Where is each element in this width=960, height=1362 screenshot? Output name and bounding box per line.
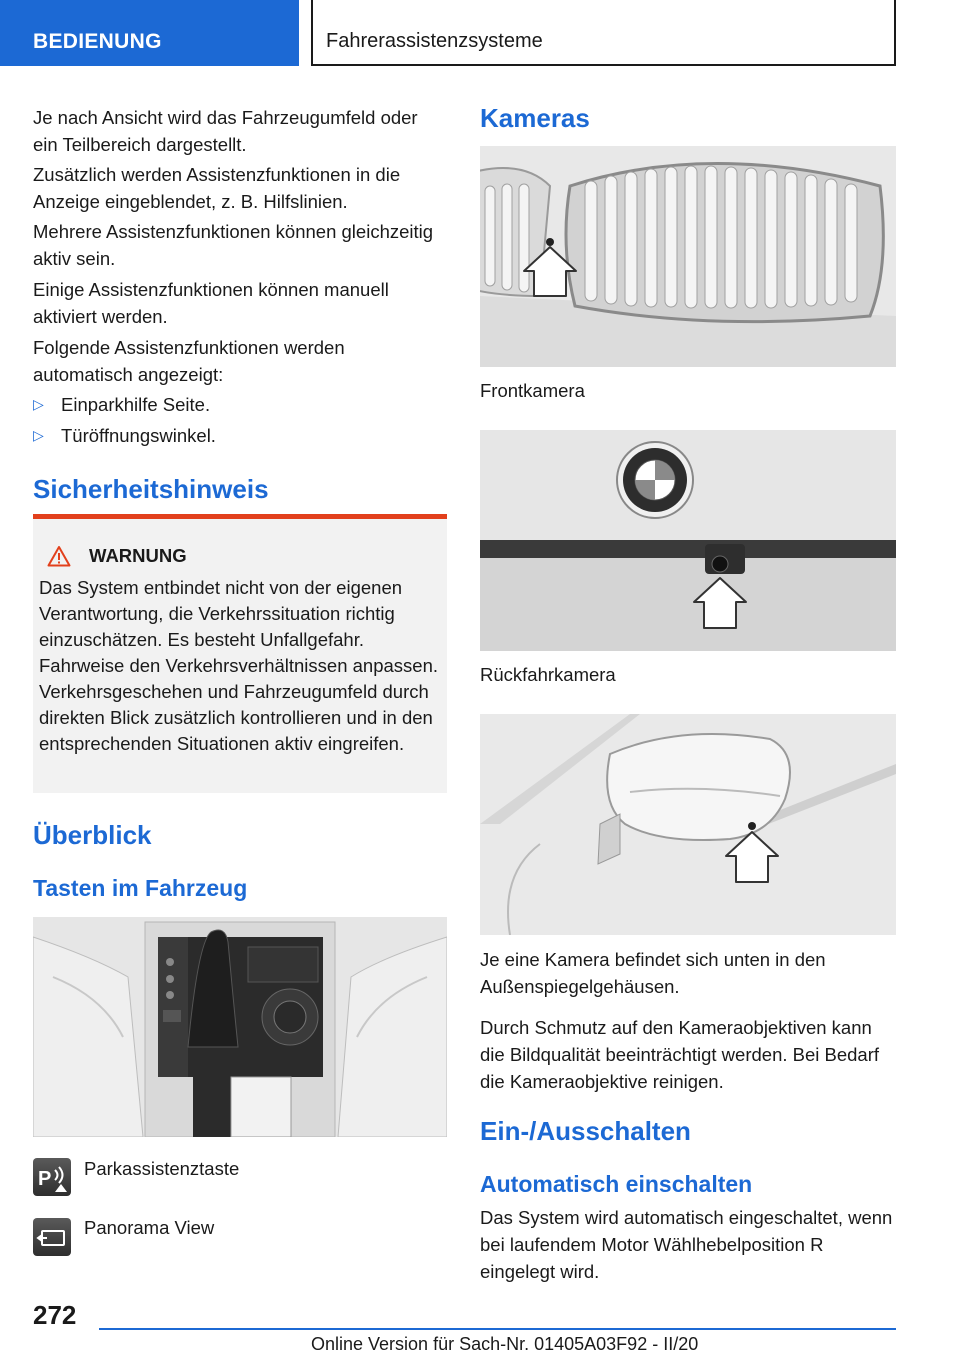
heading-buttons: Tasten im Fahrzeug: [33, 875, 248, 901]
list-item: ▷ Einparkhilfe Seite.: [33, 391, 447, 418]
panorama-view-button-icon: [33, 1218, 71, 1256]
heading-safety: Sicherheitshinweis: [33, 474, 269, 504]
triangle-bullet-icon: ▷: [33, 427, 44, 443]
list-item: ▷ Türöffnungswinkel.: [33, 422, 447, 449]
center-console-image: [33, 917, 447, 1137]
heading-cameras: Kameras: [480, 103, 590, 133]
heading-on-off: Ein-/Ausschalten: [480, 1116, 691, 1146]
section-title: BEDIENUNG: [33, 30, 162, 53]
front-camera-image: [480, 146, 896, 367]
parking-assistant-label: Parkassistenztaste: [84, 1158, 240, 1179]
page-header: [0, 0, 960, 66]
footer-divider: [99, 1328, 896, 1330]
paragraph: Mehrere Assistenzfunktionen können gleichzeitig aktiv sein.: [33, 221, 434, 269]
section-tab: [0, 0, 299, 66]
paragraph: Einige Assistenzfunktionen können manuell aktiviert werden.: [33, 279, 389, 327]
rear-camera-image: [480, 430, 896, 651]
warning-text: Das System entbindet nicht von der eigenen Verantwortung, die Verkehrssituation richtig einzuschätzen. Es besteht Unfallgefahr. Fahrweise den Verkehrsverhältnissen anpassen. Verkehrsgeschehen und Fahrzeugumfeld durch direkten Blick zusätzlich kontrollieren und in den entsprechenden Situationen aktiv eingreifen.: [39, 577, 439, 754]
footer-online-version: Online Version für Sach-Nr. 01405A03F92 - II/20: [311, 1334, 699, 1354]
svg-text:P: P: [38, 1168, 52, 1190]
paragraph: Zusätzlich werden Assistenzfunktionen in die Anzeige eingeblendet, z. B. Hilfslinien.: [33, 164, 401, 212]
warning-triangle-icon: [47, 545, 71, 567]
paragraph: Durch Schmutz auf den Kameraobjektiven kann die Bildqualität beeinträchtigt werden. Bei Bedarf die Kameraobjektive reinigen.: [480, 1017, 880, 1092]
parking-assistant-button-icon: [33, 1158, 71, 1196]
paragraph: Je nach Ansicht wird das Fahrzeugumfeld oder ein Teilbereich dargestellt.: [33, 107, 418, 155]
warning-box: [33, 514, 447, 793]
chapter-tab: [311, 0, 896, 66]
triangle-bullet-icon: ▷: [33, 396, 44, 412]
rear-camera-caption: Rückfahrkamera: [480, 664, 616, 685]
page-number: 272: [33, 1300, 77, 1330]
chapter-title: Fahrerassistenzsysteme: [326, 30, 543, 52]
paragraph: Folgende Assistenzfunktionen werden automatisch angezeigt:: [33, 337, 345, 385]
panorama-view-label: Panorama View: [84, 1217, 215, 1238]
warning-title: WARNUNG: [47, 545, 187, 567]
heading-overview: Überblick: [33, 820, 152, 850]
front-camera-caption: Frontkamera: [480, 380, 585, 401]
paragraph: Je eine Kamera befindet sich unten in den Außenspiegelgehäusen.: [480, 949, 826, 997]
mirror-camera-image: [480, 714, 896, 935]
paragraph: Das System wird automatisch eingeschaltet, wenn bei laufendem Motor Wählhebelposition R eingelegt wird.: [480, 1207, 893, 1282]
heading-auto-on: Automatisch einschalten: [480, 1171, 753, 1197]
